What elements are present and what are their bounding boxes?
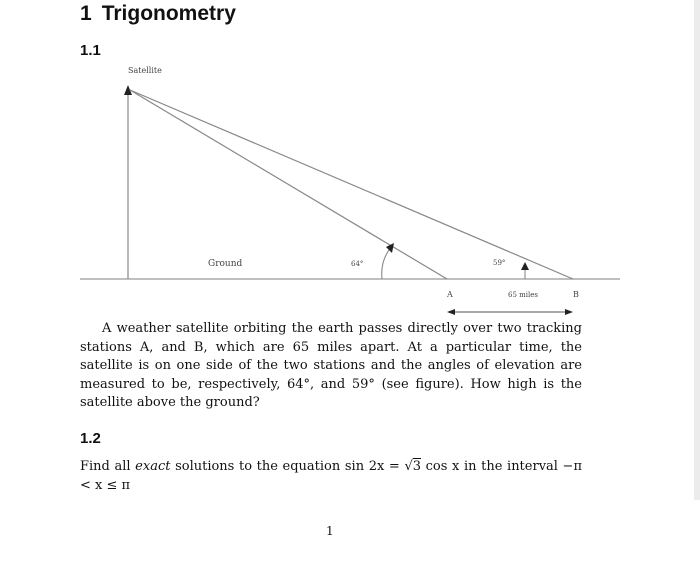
section-heading [80, 2, 236, 26]
sight-line-b [130, 90, 573, 279]
satellite-figure [0, 55, 700, 315]
problem-2-exact: exact [135, 459, 171, 474]
sqrt-sign: √ [404, 459, 413, 474]
sqrt-radicand: 3 [412, 459, 422, 474]
problem-2-intro: Find all [80, 459, 136, 474]
distance-arrow-left [447, 309, 455, 315]
subsection-heading-1-1: 1.1 [80, 42, 101, 59]
distance-label: 65 miles [508, 291, 538, 299]
ground-label: Ground [208, 259, 243, 269]
problem-2-rest: cos x in the interval −π < x ≤ π [80, 459, 582, 493]
section-title: Trigonometry [101, 2, 236, 25]
subsection-heading-1-2: 1.2 [80, 430, 101, 447]
angle-a-label: 64° [351, 260, 364, 268]
point-a-label: A [447, 290, 453, 299]
problem-2-text [80, 458, 582, 495]
problem-2-middle: solutions to the equation sin 2x = [170, 459, 405, 474]
distance-arrow-right [565, 309, 573, 315]
page-number: 1 [326, 524, 334, 538]
angle-b-label: 59° [493, 259, 506, 267]
section-number: 1 [80, 2, 92, 25]
point-b-label: B [573, 290, 579, 299]
satellite-label: Satellite [128, 66, 162, 75]
problem-1-text: A weather satellite orbiting the earth passes directly over two tracking stations A, and B, which are 65 miles apart. At a particular time, the satellite is on one side of the two stations and the angles of elevation are measured to be, respectively, 64°, and 59° (see figure). How high is the satellite above the ground? [80, 321, 582, 410]
sight-line-a [130, 90, 447, 279]
angle-arrow-b [521, 262, 529, 270]
